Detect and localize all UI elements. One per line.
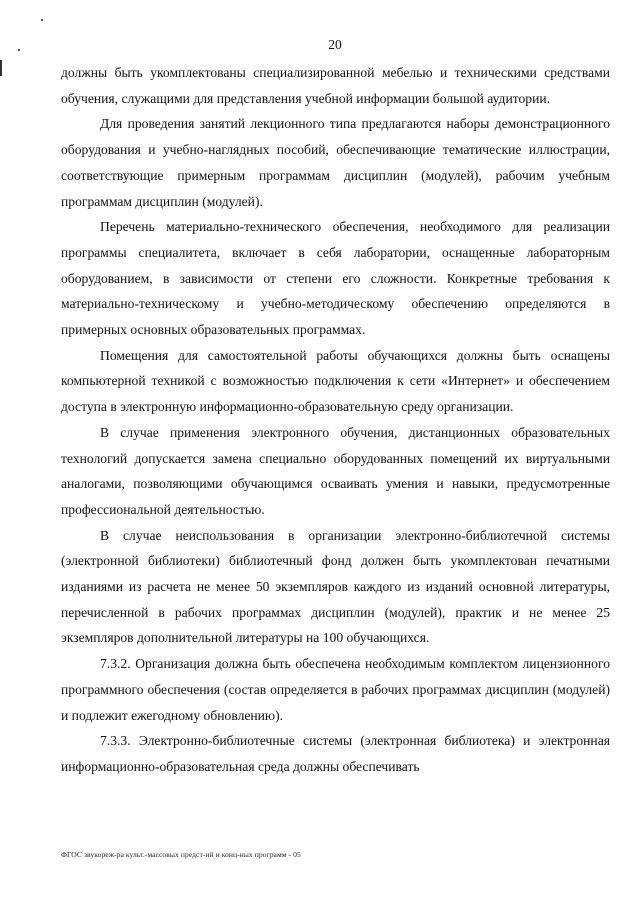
paragraph-7-3-3: 7.3.3. Электронно-библиотечные системы (электронная библиотека) и электронная информационно-образовательная среда должны обеспечивать	[61, 733, 610, 774]
paragraph-library-fund: В случае неиспользования в организации электронно-библиотечной системы (электронной библиотеки) библиотечный фонд должен быть укомплектован печатными изданиями из расчета не менее 50 экземпляров каждого из изданий основной литературы, перечисленной в рабочих программах дисциплин (модулей), практик и не менее 25 экземпляров дополнительной литературы на 100 обучающихся.	[61, 527, 610, 646]
body-text	[61, 60, 610, 780]
paragraph-material-list: Перечень материально-технического обеспечения, необходимого для реализации программы специалитета, включает в себя лаборатории, оснащенные лабораторным оборудованием, в зависимости от степени его сложности. Конкретные требования к материально-техническому и учебно-методическому обеспечению определяются в примерных основных образовательных программах.	[61, 219, 610, 338]
page-number: 20	[328, 37, 342, 52]
scan-edge-mark	[0, 60, 2, 76]
footer-note: ФГОС звукореж-ра культ.-массовых предст-ий и конц-ных программ - 05	[61, 850, 301, 859]
paragraph-self-study-rooms: Помещения для самостоятельной работы обучающихся должны быть оснащены компьютерной техникой с возможностью подключения к сети «Интернет» и обеспечением доступа в электронную информационно-образовательную среду организации.	[61, 347, 610, 415]
paragraph-7-3-2: 7.3.2. Организация должна быть обеспечена необходимым комплектом лицензионного программного обеспечения (состав определяется в рабочих программах дисциплин (модулей) и подлежит ежегодному обновлению).	[61, 656, 610, 723]
paragraph-lecture-equipment: Для проведения занятий лекционного типа предлагаются наборы демонстрационного оборудования и учебно-наглядных пособий, обеспечивающие тематические иллюстрации, соответствующие примерным программам дисциплин (модулей), рабочим учебным программам дисциплин (модулей).	[61, 116, 610, 209]
scan-speck	[41, 19, 43, 21]
paragraph-continuation: должны быть укомплектованы специализированной мебелью и техническими средствами обучения, служащими для представления учебной информации большой аудитории.	[61, 65, 610, 106]
paragraph-e-learning: В случае применения электронного обучения, дистанционных образовательных технологий допускается замена специально оборудованных помещений их виртуальными аналогами, позволяющими обучающимся осваивать умения и навыки, предусмотренные профессиональной деятельностью.	[61, 424, 610, 517]
